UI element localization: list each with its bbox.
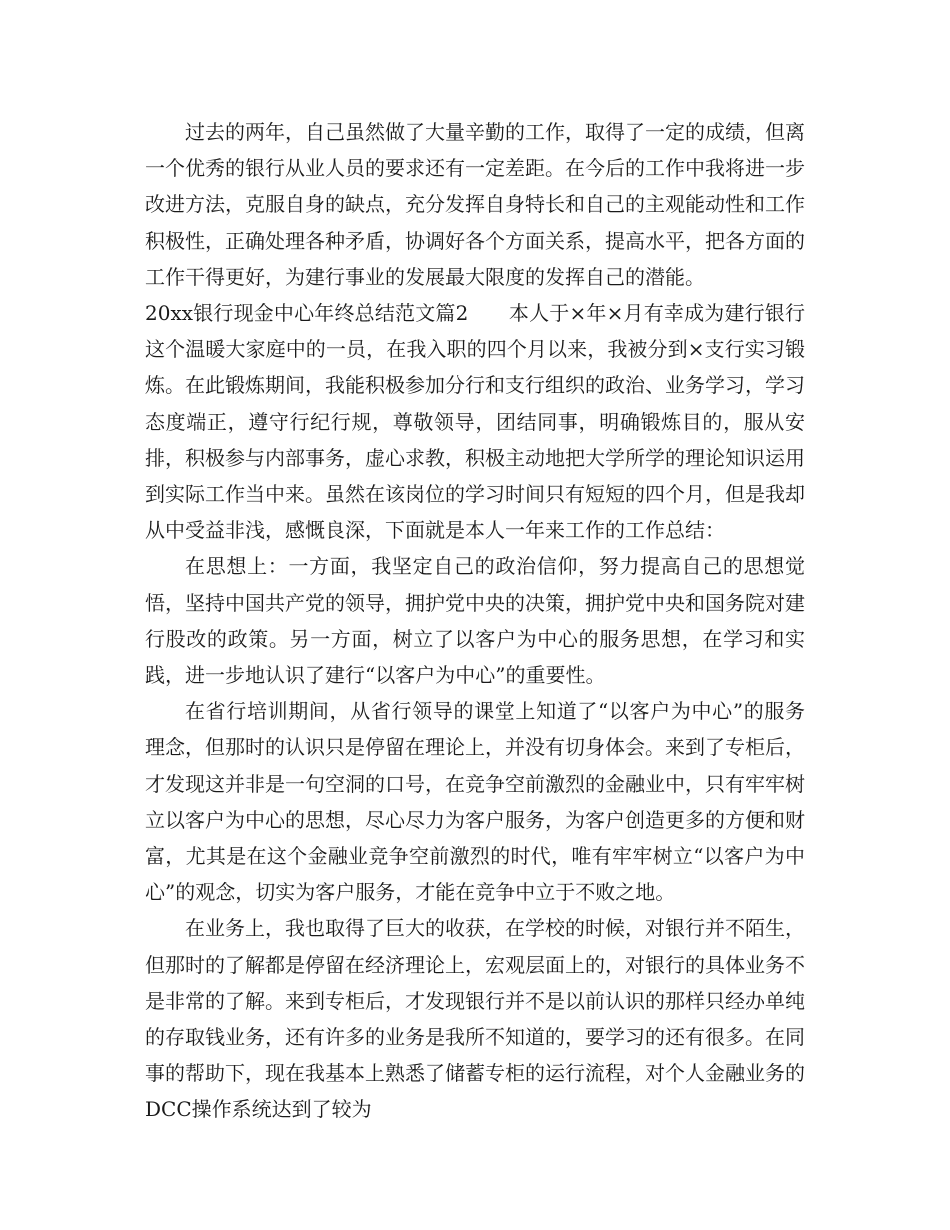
paragraph-ideology: 在思想上：一方面，我坚定自己的政治信仰，努力提高自己的思想觉悟，坚持中国共产党的领导，拥护党中央的决策，拥护党中央和国务院对建行股改的政策。另一方面，树立了以客户为中心的服务思想，在学习和实践，进一步地认识了建行“以客户为中心”的重要性。	[145, 554, 805, 688]
paragraph-business: 在业务上，我也取得了巨大的收获，在学校的时候，对银行并不陌生，但那时的了解都是停留在经济理论上，宏观层面上的，对银行的具体业务不是非常的了解。来到专柜后，才发现银行并不是以前认识的那样只经办单纯的存取钱业务，还有许多的业务是我所不知道的，要学习的还有很多。在同事的帮助下，现在我基本上熟悉了储蓄专柜的运行流程，对个人金融业务的DCC操作系统达到了较为	[145, 916, 805, 1122]
paragraph-article-2-intro: 20xx银行现金中心年终总结范文篇2 本人于×年×月有幸成为建行银行这个温暖大家庭中的一员，在我入职的四个月以来，我被分到×支行实习锻炼。在此锻炼期间，我能积极参加分行和支行组织的政治、业务学习，学习态度端正，遵守行纪行规，尊敬领导，团结同事，明确锻炼目的，服从安排，积极参与内部事务，虚心求教，积极主动地把大学所学的理论知识运用到实际工作当中来。虽然在该岗位的学习时间只有短短的四个月，但是我却从中受益非浅，感慨良深，下面就是本人一年来工作的工作总结：	[145, 301, 805, 543]
paragraph-past-two-years: 过去的两年，自己虽然做了大量辛勤的工作，取得了一定的成绩，但离一个优秀的银行从业人员的要求还有一定差距。在今后的工作中我将进一步改进方法，克服自身的缺点，充分发挥自身特长和自己的主观能动性和工作积极性，正确处理各种矛盾，协调好各个方面关系，提高水平，把各方面的工作干得更好，为建行事业的发展最大限度的发挥自己的潜能。	[145, 120, 805, 289]
paragraph-training: 在省行培训期间，从省行领导的课堂上知道了“以客户为中心”的服务理念，但那时的认识只是停留在理论上，并没有切身体会。来到了专柜后，才发现这并非是一句空洞的口号，在竞争空前激烈的金融业中，只有牢牢树立以客户为中心的思想，尽心尽力为客户服务，为客户创造更多的方便和财富，尤其是在这个金融业竞争空前激烈的时代，唯有牢牢树立“以客户为中心”的观念，切实为客户服务，才能在竞争中立于不败之地。	[145, 699, 805, 905]
document-body	[145, 114, 805, 1128]
